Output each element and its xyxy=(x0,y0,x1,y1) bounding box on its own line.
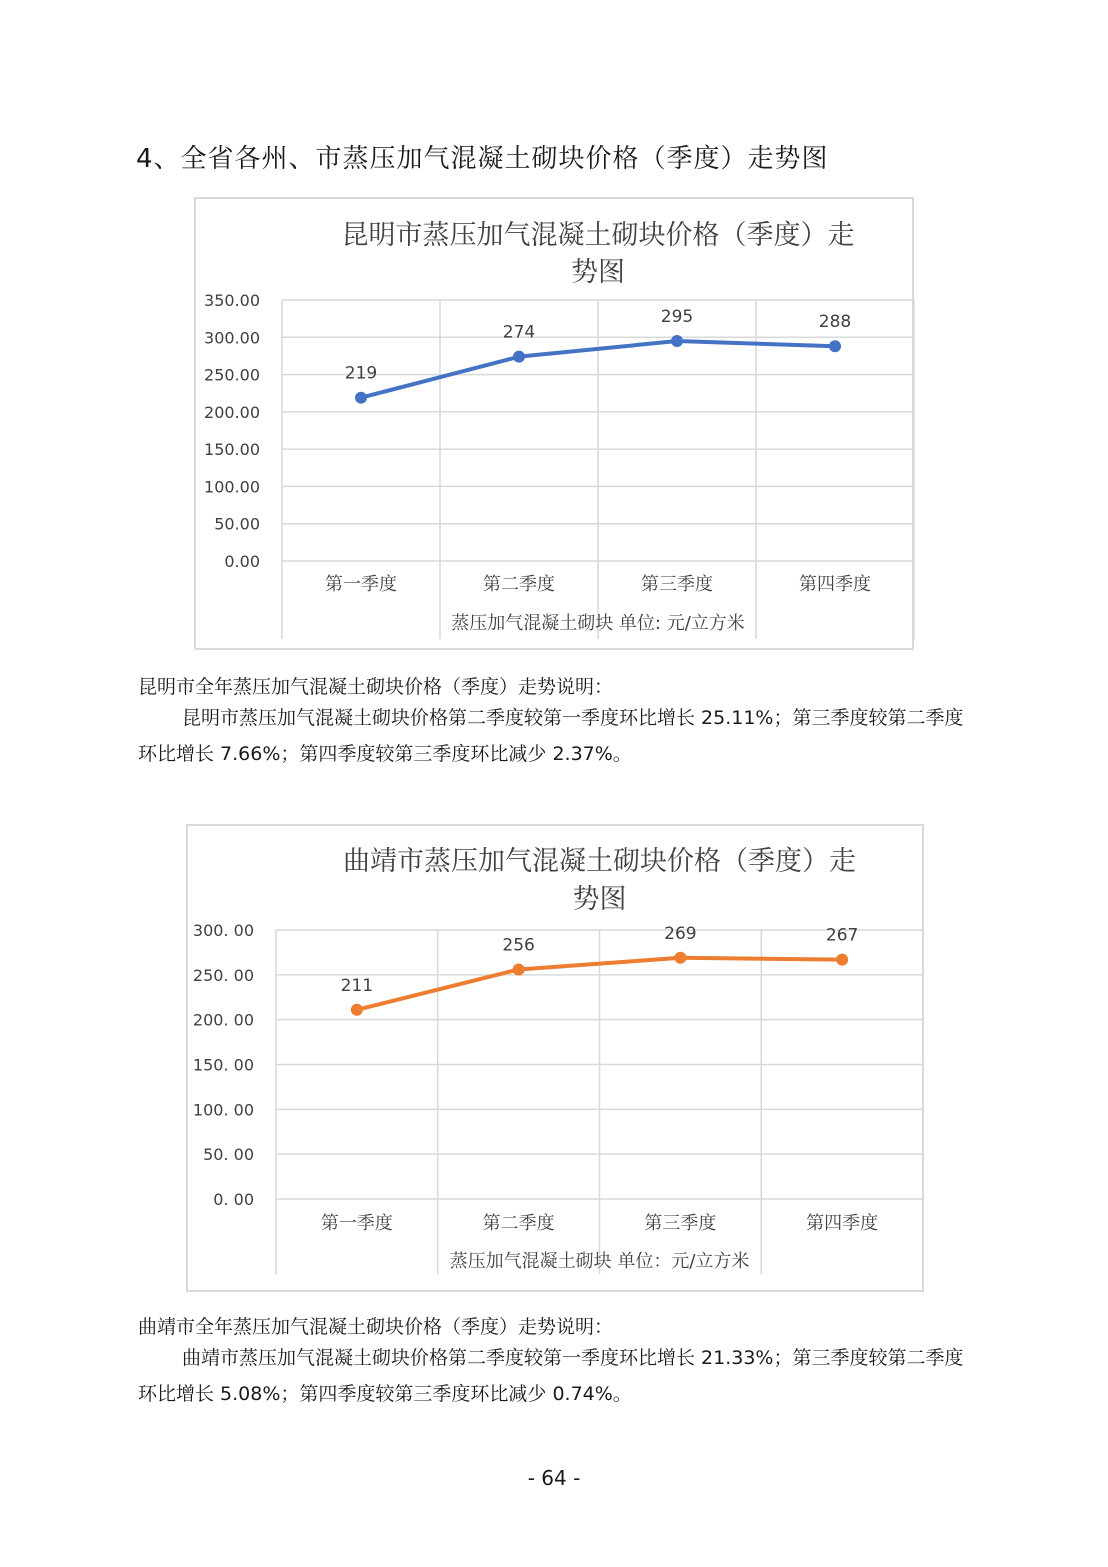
qujing-chart-svg xyxy=(188,826,926,1294)
qujing-y-tick-label: 150. 00 xyxy=(192,1055,254,1075)
kunming-x-tick-label: 第四季度 xyxy=(799,574,871,595)
kunming-data-label: 295 xyxy=(660,307,694,328)
kunming-y-tick-label: 250.00 xyxy=(204,365,260,385)
kunming-y-tick-label: 350.00 xyxy=(204,291,260,310)
qujing-x-axis-title: 蒸压加气混凝土砌块 单位：元/立方米 xyxy=(449,1251,750,1272)
kunming-data-point xyxy=(671,335,683,347)
qujing-data-point xyxy=(513,963,525,975)
qujing-data-label: 211 xyxy=(340,975,374,996)
kunming-y-tick-label: 200.00 xyxy=(204,402,260,422)
kunming-x-tick-label: 第二季度 xyxy=(483,574,555,595)
qujing-data-label: 256 xyxy=(502,935,535,956)
qujing-y-tick-label: 300. 00 xyxy=(192,921,254,940)
kunming-data-point xyxy=(355,392,367,404)
kunming-price-chart xyxy=(194,197,914,650)
qujing-description-body: 曲靖市蒸压加气混凝土砌块价格第二季度较第一季度环比增长 21.33%；第三季度较第二季度环比增长 5.08%；第四季度较第三季度环比减少 0.74%。 xyxy=(138,1347,964,1405)
qujing-x-tick-label: 第三季度 xyxy=(644,1213,717,1234)
kunming-data-label: 219 xyxy=(344,363,378,384)
qujing-y-tick-label: 0. 00 xyxy=(213,1190,254,1209)
kunming-chart-title-line2: 势图 xyxy=(571,257,625,288)
qujing-y-tick-label: 200. 00 xyxy=(192,1010,254,1030)
qujing-data-label: 269 xyxy=(664,923,697,944)
qujing-data-label: 267 xyxy=(825,925,859,946)
kunming-y-tick-label: 300.00 xyxy=(204,328,260,348)
kunming-x-axis-title: 蒸压加气混凝土砌块 单位: 元/立方米 xyxy=(451,613,745,634)
qujing-data-point xyxy=(351,1004,363,1016)
kunming-chart-svg xyxy=(196,199,916,652)
kunming-data-label: 274 xyxy=(502,322,536,343)
qujing-data-point xyxy=(836,954,848,966)
qujing-data-point xyxy=(674,952,686,964)
kunming-y-tick-label: 0.00 xyxy=(224,552,260,571)
qujing-y-tick-label: 250. 00 xyxy=(192,965,254,985)
kunming-y-tick-label: 50.00 xyxy=(214,514,260,534)
kunming-x-tick-label: 第三季度 xyxy=(641,574,713,595)
kunming-data-label: 288 xyxy=(818,312,852,333)
section-heading: 4、全省各州、市蒸压加气混凝土砌块价格（季度）走势图 xyxy=(136,144,829,174)
kunming-description-title: 昆明市全年蒸压加气混凝土砌块价格（季度）走势说明： xyxy=(138,676,614,698)
kunming-y-tick-label: 150.00 xyxy=(204,440,260,460)
kunming-data-point xyxy=(513,351,525,363)
kunming-y-tick-label: 100.00 xyxy=(204,477,260,497)
qujing-x-tick-label: 第四季度 xyxy=(806,1213,879,1234)
qujing-chart-title-line2: 势图 xyxy=(572,884,627,915)
kunming-x-tick-label: 第一季度 xyxy=(325,574,397,595)
qujing-chart-title: 曲靖市蒸压加气混凝土砌块价格（季度）走 xyxy=(343,846,856,877)
qujing-y-tick-label: 100. 00 xyxy=(192,1100,254,1120)
qujing-x-tick-label: 第一季度 xyxy=(320,1213,393,1234)
qujing-price-chart xyxy=(186,824,924,1292)
kunming-chart-title: 昆明市蒸压加气混凝土砌块价格（季度）走 xyxy=(341,220,855,251)
qujing-description-title: 曲靖市全年蒸压加气混凝土砌块价格（季度）走势说明： xyxy=(138,1316,614,1338)
page-number: - 64 - xyxy=(527,1466,581,1490)
kunming-data-point xyxy=(829,340,841,352)
qujing-x-tick-label: 第二季度 xyxy=(482,1213,555,1234)
kunming-description-body: 昆明市蒸压加气混凝土砌块价格第二季度较第一季度环比增长 25.11%；第三季度较第二季度环比增长 7.66%；第四季度较第三季度环比减少 2.37%。 xyxy=(138,707,964,765)
qujing-y-tick-label: 50. 00 xyxy=(203,1145,254,1165)
